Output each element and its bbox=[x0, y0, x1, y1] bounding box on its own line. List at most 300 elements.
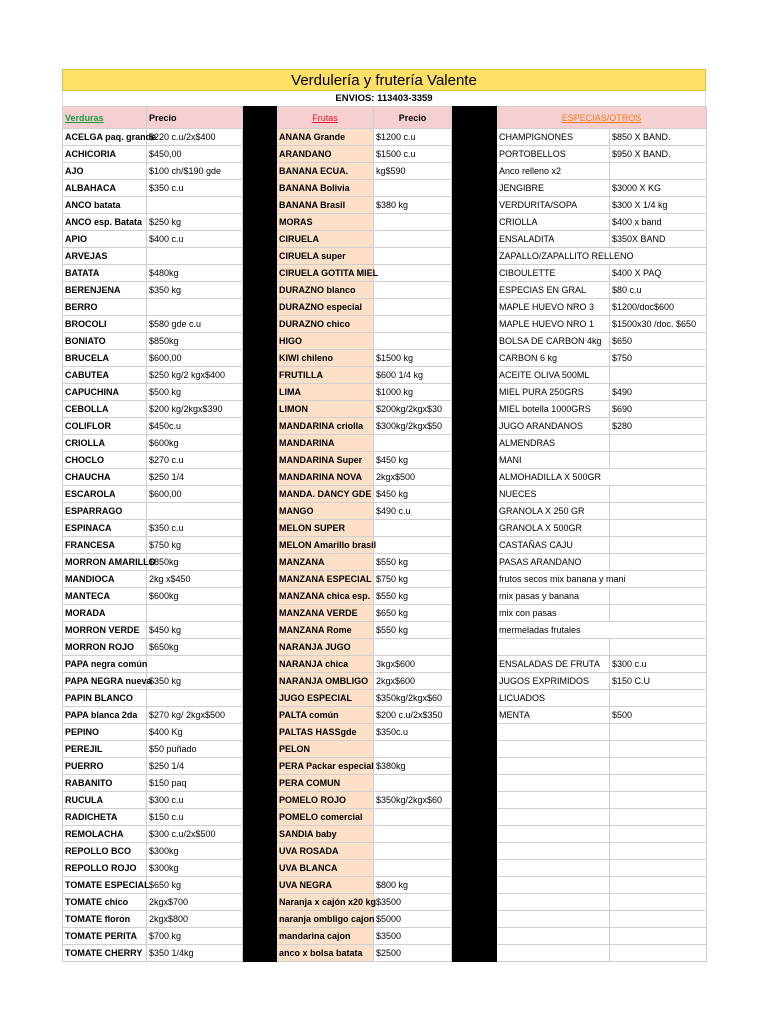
table-row bbox=[63, 911, 707, 928]
fruta-name: PELON bbox=[277, 741, 374, 758]
black-separator bbox=[243, 707, 277, 724]
especia-price: $80 c.u bbox=[610, 282, 707, 299]
especia-price: $350X BAND bbox=[610, 231, 707, 248]
fruta-name: MANZANA Rome bbox=[277, 622, 374, 639]
fruta-price: $1000 kg bbox=[374, 384, 452, 401]
especia-price: $3000 X KG bbox=[610, 180, 707, 197]
verdura-price: $300 c.u bbox=[147, 792, 243, 809]
table-row bbox=[63, 877, 707, 894]
fruta-name: ANANA Grande bbox=[277, 129, 374, 146]
black-separator bbox=[452, 197, 497, 214]
black-separator bbox=[452, 911, 497, 928]
verdura-price: $300kg bbox=[147, 860, 243, 877]
black-separator bbox=[243, 163, 277, 180]
black-separator bbox=[452, 758, 497, 775]
black-separator bbox=[243, 775, 277, 792]
verdura-name: BATATA bbox=[63, 265, 147, 282]
verdura-price: $350 kg bbox=[147, 282, 243, 299]
especia-name: PASAS ARANDANO bbox=[497, 554, 610, 571]
fruta-name: BANANA Bolivia bbox=[277, 180, 374, 197]
especia-price bbox=[610, 792, 707, 809]
black-separator bbox=[243, 299, 277, 316]
especia-name: ALMENDRAS bbox=[497, 435, 610, 452]
verdura-price: $50 puñado bbox=[147, 741, 243, 758]
fruta-price: $1500 c.u bbox=[374, 146, 452, 163]
black-separator bbox=[452, 656, 497, 673]
especia-price bbox=[610, 486, 707, 503]
fruta-name: DURAZNO especial bbox=[277, 299, 374, 316]
verdura-name: BERENJENA bbox=[63, 282, 147, 299]
especia-price: $500 bbox=[610, 707, 707, 724]
fruta-price bbox=[374, 520, 452, 537]
especia-price bbox=[610, 554, 707, 571]
verdura-price: $150 c.u bbox=[147, 809, 243, 826]
verdura-name: FRANCESA bbox=[63, 537, 147, 554]
especia-name bbox=[497, 639, 610, 656]
black-separator bbox=[243, 877, 277, 894]
fruta-price: kg$590 bbox=[374, 163, 452, 180]
especia-name: ACEITE OLIVA 500ML bbox=[497, 367, 610, 384]
table-row bbox=[63, 775, 707, 792]
verdura-price: $600kg bbox=[147, 435, 243, 452]
fruta-price: $550 kg bbox=[374, 622, 452, 639]
verdura-name: AJO bbox=[63, 163, 147, 180]
especia-price bbox=[610, 537, 707, 554]
black-separator bbox=[243, 350, 277, 367]
black-separator bbox=[452, 571, 497, 588]
especia-price bbox=[610, 775, 707, 792]
especia-price bbox=[610, 724, 707, 741]
fruta-price bbox=[374, 265, 452, 282]
table-row bbox=[63, 435, 707, 452]
black-separator bbox=[243, 673, 277, 690]
black-separator bbox=[452, 231, 497, 248]
verdura-name: TOMATE CHERRY bbox=[63, 945, 147, 962]
fruta-price bbox=[374, 248, 452, 265]
verdura-name: CHOCLO bbox=[63, 452, 147, 469]
black-separator bbox=[452, 673, 497, 690]
fruta-price: $380kg bbox=[374, 758, 452, 775]
black-separator bbox=[243, 129, 277, 146]
table-row bbox=[63, 537, 707, 554]
fruta-price bbox=[374, 231, 452, 248]
fruta-name: PERA Packar especial bbox=[277, 758, 374, 775]
verdura-price bbox=[147, 690, 243, 707]
especia-price bbox=[610, 503, 707, 520]
table-row bbox=[63, 248, 707, 265]
fruta-name: UVA ROSADA bbox=[277, 843, 374, 860]
especia-name bbox=[497, 826, 610, 843]
especia-name: JUGO ARANDANOS bbox=[497, 418, 610, 435]
especia-name bbox=[497, 945, 610, 962]
fruta-name: PALTAS HASSgde bbox=[277, 724, 374, 741]
verdura-name: ACHICORIA bbox=[63, 146, 147, 163]
fruta-price: $1500 kg bbox=[374, 350, 452, 367]
verdura-name: PAPA blanca 2da bbox=[63, 707, 147, 724]
black-separator bbox=[243, 146, 277, 163]
especia-name: NUECES bbox=[497, 486, 610, 503]
fruta-name: NARANJA chica bbox=[277, 656, 374, 673]
black-separator bbox=[452, 401, 497, 418]
black-separator bbox=[452, 248, 497, 265]
table-row bbox=[63, 469, 707, 486]
header-verduras: Verduras bbox=[63, 107, 147, 129]
fruta-price: 3kgx$600 bbox=[374, 656, 452, 673]
especia-price: $280 bbox=[610, 418, 707, 435]
black-separator bbox=[243, 690, 277, 707]
verdura-price: $450 kg bbox=[147, 622, 243, 639]
fruta-name: PERA COMUN bbox=[277, 775, 374, 792]
especia-name: JUGOS EXPRIMIDOS bbox=[497, 673, 610, 690]
table-row bbox=[63, 673, 707, 690]
verdura-price: $600,00 bbox=[147, 350, 243, 367]
black-separator bbox=[243, 928, 277, 945]
black-separator bbox=[243, 197, 277, 214]
especia-price: $950 X BAND. bbox=[610, 146, 707, 163]
table-row bbox=[63, 571, 707, 588]
black-separator bbox=[243, 911, 277, 928]
fruta-name: UVA BLANCA bbox=[277, 860, 374, 877]
fruta-price bbox=[374, 282, 452, 299]
table-row bbox=[63, 486, 707, 503]
fruta-price: $450 kg bbox=[374, 452, 452, 469]
verdura-name: REPOLLO BCO bbox=[63, 843, 147, 860]
fruta-name: MANZANA VERDE bbox=[277, 605, 374, 622]
fruta-price: $350kg/2kgx$60 bbox=[374, 690, 452, 707]
black-separator bbox=[243, 571, 277, 588]
especia-price bbox=[610, 877, 707, 894]
verdura-name: BONIATO bbox=[63, 333, 147, 350]
black-separator bbox=[243, 656, 277, 673]
verdura-name: CEBOLLA bbox=[63, 401, 147, 418]
fruta-price bbox=[374, 316, 452, 333]
verdura-price bbox=[147, 197, 243, 214]
black-separator bbox=[452, 809, 497, 826]
especia-name bbox=[497, 775, 610, 792]
fruta-price bbox=[374, 639, 452, 656]
verdura-price: $270 kg/ 2kgx$500 bbox=[147, 707, 243, 724]
table-row bbox=[63, 622, 707, 639]
black-separator bbox=[243, 452, 277, 469]
black-separator bbox=[243, 418, 277, 435]
table-row bbox=[63, 418, 707, 435]
fruta-price: $3500 bbox=[374, 894, 452, 911]
verdura-name: REMOLACHA bbox=[63, 826, 147, 843]
especia-price bbox=[610, 843, 707, 860]
especia-name: ALMOHADILLA X 500GR bbox=[497, 469, 707, 486]
especia-price bbox=[610, 758, 707, 775]
black-separator bbox=[243, 605, 277, 622]
fruta-name: MANDARINA bbox=[277, 435, 374, 452]
especia-price bbox=[610, 367, 707, 384]
especia-name: ESPECIAS EN GRAL bbox=[497, 282, 610, 299]
especia-price: $650 bbox=[610, 333, 707, 350]
verdura-price: $750 kg bbox=[147, 537, 243, 554]
verdura-name: ANCO esp. Batata bbox=[63, 214, 147, 231]
header-especias: ESPECIAS/OTROS bbox=[497, 107, 707, 129]
especia-name: mermeladas frutales bbox=[497, 622, 707, 639]
verdura-name: ESPINACA bbox=[63, 520, 147, 537]
black-separator bbox=[452, 469, 497, 486]
verdura-name: APIO bbox=[63, 231, 147, 248]
table-row bbox=[63, 588, 707, 605]
especia-price bbox=[610, 911, 707, 928]
fruta-price: $750 kg bbox=[374, 571, 452, 588]
especia-name bbox=[497, 894, 610, 911]
fruta-name: MANDARINA criolla bbox=[277, 418, 374, 435]
especia-name: BOLSA DE CARBON 4kg bbox=[497, 333, 610, 350]
table-row bbox=[63, 928, 707, 945]
sheet-title: Verdulería y frutería Valente bbox=[62, 69, 706, 91]
verdura-name: MANTECA bbox=[63, 588, 147, 605]
table-row bbox=[63, 894, 707, 911]
table-row bbox=[63, 724, 707, 741]
table-row bbox=[63, 214, 707, 231]
especia-name: GRANOLA X 250 GR bbox=[497, 503, 610, 520]
especia-name: MENTA bbox=[497, 707, 610, 724]
especia-name: CRIOLLA bbox=[497, 214, 610, 231]
especia-price bbox=[610, 452, 707, 469]
fruta-price bbox=[374, 860, 452, 877]
black-separator bbox=[243, 741, 277, 758]
black-separator bbox=[243, 265, 277, 282]
especia-price bbox=[610, 741, 707, 758]
fruta-name: NARANJA JUGO bbox=[277, 639, 374, 656]
verdura-name: MORRON VERDE bbox=[63, 622, 147, 639]
verdura-price: $400 Kg bbox=[147, 724, 243, 741]
especia-name: ENSALADITA bbox=[497, 231, 610, 248]
especia-name: PORTOBELLOS bbox=[497, 146, 610, 163]
verdura-name: BERRO bbox=[63, 299, 147, 316]
especia-name: MANI bbox=[497, 452, 610, 469]
table-row bbox=[63, 809, 707, 826]
verdura-name: ESCAROLA bbox=[63, 486, 147, 503]
verdura-name: ALBAHACA bbox=[63, 180, 147, 197]
especia-name bbox=[497, 843, 610, 860]
table-row bbox=[63, 945, 707, 962]
black-separator bbox=[452, 265, 497, 282]
fruta-price: $650 kg bbox=[374, 605, 452, 622]
fruta-name: DURAZNO chico bbox=[277, 316, 374, 333]
fruta-price bbox=[374, 741, 452, 758]
verdura-price: $100 ch/$190 gde bbox=[147, 163, 243, 180]
fruta-price: $3500 bbox=[374, 928, 452, 945]
especia-name: JENGIBRE bbox=[497, 180, 610, 197]
table-row bbox=[63, 605, 707, 622]
verdura-price: $350 c.u bbox=[147, 520, 243, 537]
verdura-price bbox=[147, 656, 243, 673]
especia-price bbox=[610, 826, 707, 843]
verdura-name: CAPUCHINA bbox=[63, 384, 147, 401]
verdura-price: 2kgx$700 bbox=[147, 894, 243, 911]
especia-name: ENSALADAS DE FRUTA bbox=[497, 656, 610, 673]
verdura-price: $450,00 bbox=[147, 146, 243, 163]
black-separator bbox=[452, 180, 497, 197]
fruta-name: MANDA. DANCY GDE bbox=[277, 486, 374, 503]
especia-price bbox=[610, 520, 707, 537]
fruta-name: LIMA bbox=[277, 384, 374, 401]
especia-name: MAPLE HUEVO NRO 1 bbox=[497, 316, 610, 333]
especia-price: $300 c.u bbox=[610, 656, 707, 673]
price-table bbox=[62, 106, 707, 962]
fruta-price: $800 kg bbox=[374, 877, 452, 894]
black-separator bbox=[452, 214, 497, 231]
black-separator bbox=[243, 248, 277, 265]
black-separator bbox=[243, 333, 277, 350]
fruta-price: $350c.u bbox=[374, 724, 452, 741]
table-row bbox=[63, 758, 707, 775]
table-row bbox=[63, 656, 707, 673]
especia-name: VERDURITA/SOPA bbox=[497, 197, 610, 214]
black-separator bbox=[452, 163, 497, 180]
especia-price bbox=[610, 588, 707, 605]
especia-name: CASTAÑAS CAJU bbox=[497, 537, 610, 554]
table-row bbox=[63, 707, 707, 724]
black-separator bbox=[452, 860, 497, 877]
especia-price: $400 X PAQ bbox=[610, 265, 707, 282]
black-separator bbox=[452, 877, 497, 894]
table-row bbox=[63, 741, 707, 758]
fruta-name: POMELO ROJO bbox=[277, 792, 374, 809]
fruta-name: MORAS bbox=[277, 214, 374, 231]
especia-name bbox=[497, 928, 610, 945]
especia-price bbox=[610, 639, 707, 656]
fruta-price bbox=[374, 214, 452, 231]
verdura-price: $600kg bbox=[147, 588, 243, 605]
verdura-price: $650kg bbox=[147, 639, 243, 656]
especia-price bbox=[610, 690, 707, 707]
black-separator bbox=[452, 707, 497, 724]
verdura-price: $250 1/4 bbox=[147, 758, 243, 775]
especia-price bbox=[610, 605, 707, 622]
especia-name: frutos secos mix banana y mani bbox=[497, 571, 707, 588]
fruta-price bbox=[374, 775, 452, 792]
verdura-price bbox=[147, 605, 243, 622]
black-separator bbox=[243, 860, 277, 877]
black-separator bbox=[243, 282, 277, 299]
verdura-price: $300 c.u/2x$500 bbox=[147, 826, 243, 843]
fruta-name: mandarina cajon bbox=[277, 928, 374, 945]
verdura-price: $350 1/4kg bbox=[147, 945, 243, 962]
verdura-price bbox=[147, 299, 243, 316]
especia-price: $1500x30 /doc. $650 bbox=[610, 316, 707, 333]
black-separator bbox=[452, 843, 497, 860]
fruta-price: $200kg/2kgx$30 bbox=[374, 401, 452, 418]
black-separator bbox=[243, 435, 277, 452]
fruta-name: DURAZNO blanco bbox=[277, 282, 374, 299]
black-separator bbox=[452, 928, 497, 945]
black-separator bbox=[452, 146, 497, 163]
fruta-name: CIRUELA GOTITA MIEL bbox=[277, 265, 374, 282]
verdura-name: TOMATE PERITA bbox=[63, 928, 147, 945]
verdura-price: $350 kg bbox=[147, 673, 243, 690]
black-separator bbox=[243, 401, 277, 418]
especia-price bbox=[610, 809, 707, 826]
verdura-price: 2kg x$450 bbox=[147, 571, 243, 588]
especia-name bbox=[497, 911, 610, 928]
envios-phone: ENVIOS: 113403-3359 bbox=[62, 91, 706, 106]
black-separator bbox=[243, 384, 277, 401]
verdura-name: CRIOLLA bbox=[63, 435, 147, 452]
fruta-name: MANZANA chica esp. bbox=[277, 588, 374, 605]
especia-price: $690 bbox=[610, 401, 707, 418]
verdura-name: TOMATE chico bbox=[63, 894, 147, 911]
black-separator bbox=[452, 724, 497, 741]
especia-name bbox=[497, 758, 610, 775]
fruta-name: FRUTILLA bbox=[277, 367, 374, 384]
especia-name: ZAPALLO/ZAPALLITO RELLENO bbox=[497, 248, 707, 265]
especia-name bbox=[497, 724, 610, 741]
black-separator bbox=[452, 452, 497, 469]
black-separator bbox=[452, 741, 497, 758]
table-row bbox=[63, 265, 707, 282]
verdura-name: ANCO batata bbox=[63, 197, 147, 214]
black-separator bbox=[243, 792, 277, 809]
fruta-name: MELON Amarillo brasil bbox=[277, 537, 374, 554]
especia-price: $750 bbox=[610, 350, 707, 367]
verdura-price: $350 c.u bbox=[147, 180, 243, 197]
table-row bbox=[63, 316, 707, 333]
black-separator bbox=[452, 486, 497, 503]
fruta-name: MANZANA ESPECIAL bbox=[277, 571, 374, 588]
verdura-name: RABANITO bbox=[63, 775, 147, 792]
verdura-name: ESPARRAGO bbox=[63, 503, 147, 520]
black-separator bbox=[243, 537, 277, 554]
fruta-price: $350kg/2kgx$60 bbox=[374, 792, 452, 809]
fruta-name: PALTA común bbox=[277, 707, 374, 724]
fruta-name: KIWI chileno bbox=[277, 350, 374, 367]
fruta-price: $300kg/2kgx$50 bbox=[374, 418, 452, 435]
black-separator bbox=[452, 350, 497, 367]
verdura-price: $300kg bbox=[147, 843, 243, 860]
black-separator bbox=[452, 775, 497, 792]
fruta-name: MANGO bbox=[277, 503, 374, 520]
header-frutas: Frutas bbox=[277, 107, 374, 129]
fruta-name: CIRUELA bbox=[277, 231, 374, 248]
black-separator bbox=[243, 588, 277, 605]
fruta-name: naranja ombligo cajon bbox=[277, 911, 374, 928]
black-separator bbox=[243, 639, 277, 656]
fruta-name: JUGO ESPECIAL bbox=[277, 690, 374, 707]
black-separator bbox=[243, 945, 277, 962]
verdura-name: CHAUCHA bbox=[63, 469, 147, 486]
especia-name: CARBON 6 kg bbox=[497, 350, 610, 367]
table-row bbox=[63, 129, 707, 146]
especia-price: $490 bbox=[610, 384, 707, 401]
especia-name: MIEL PURA 250GRS bbox=[497, 384, 610, 401]
verdura-name: PUERRO bbox=[63, 758, 147, 775]
especia-name: mix pasas y banana bbox=[497, 588, 610, 605]
table-row bbox=[63, 690, 707, 707]
fruta-name: LIMON bbox=[277, 401, 374, 418]
verdura-name: MANDIOCA bbox=[63, 571, 147, 588]
black-separator bbox=[452, 690, 497, 707]
especia-price bbox=[610, 894, 707, 911]
black-separator bbox=[452, 367, 497, 384]
fruta-name: BANANA ECUA. bbox=[277, 163, 374, 180]
black-separator bbox=[452, 503, 497, 520]
especia-name bbox=[497, 877, 610, 894]
fruta-price: $490 c.u bbox=[374, 503, 452, 520]
especia-price bbox=[610, 945, 707, 962]
black-separator bbox=[243, 503, 277, 520]
fruta-price: $550 kg bbox=[374, 554, 452, 571]
especia-price bbox=[610, 163, 707, 180]
black-separator bbox=[452, 639, 497, 656]
black-separator bbox=[243, 231, 277, 248]
especia-price: $400 x band bbox=[610, 214, 707, 231]
black-separator bbox=[243, 894, 277, 911]
